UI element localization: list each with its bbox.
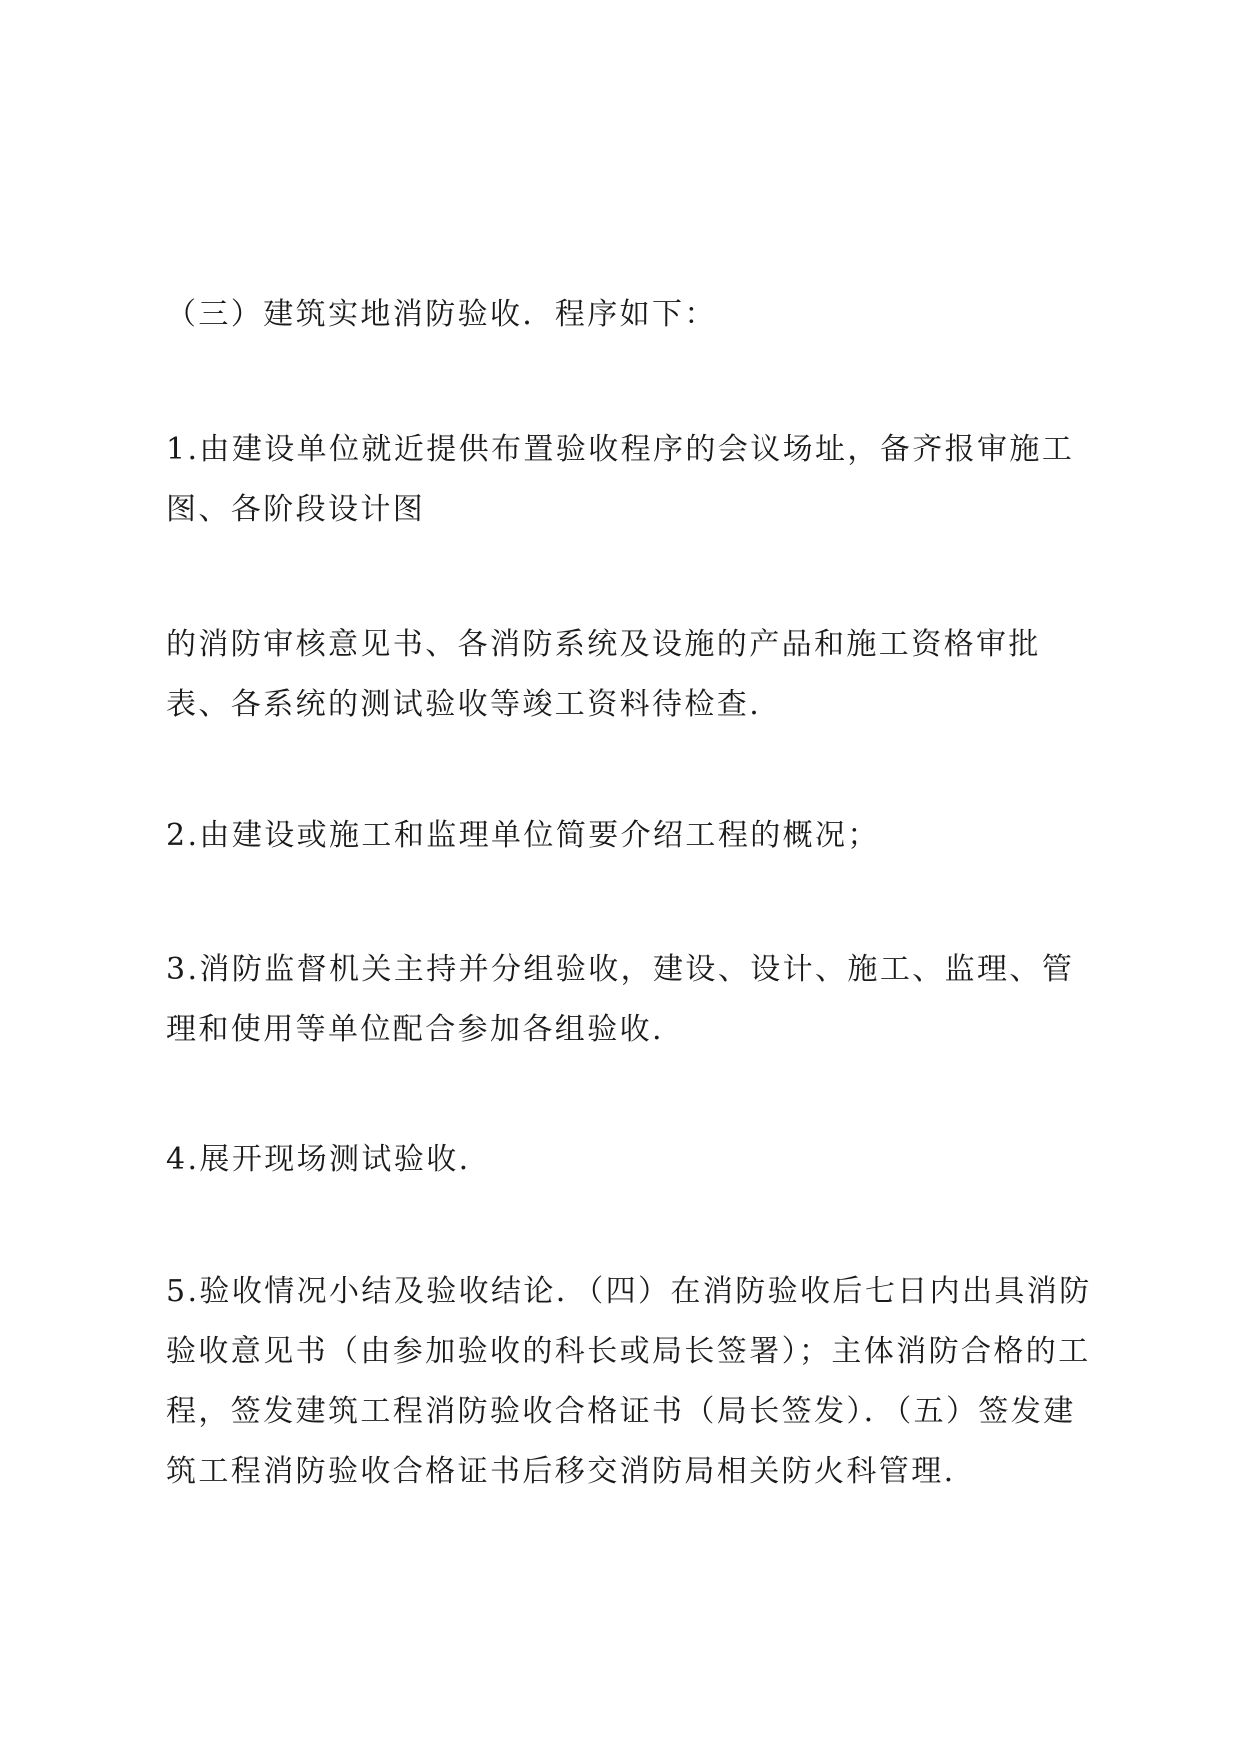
- paragraph-item-2: 2.由建设或施工和监理单位简要介绍工程的概况；: [166, 818, 880, 853]
- paragraph-item-1-continued: 的消防审核意见书、各消防系统及设施的产品和施工资格审批表、各系统的测试验收等竣工资料待检查.: [166, 627, 1041, 722]
- paragraph-item-5: 5.验收情况小结及验收结论．（四）在消防验收后七日内出具消防验收意见书（由参加验收的科长或局长签署）；主体消防合格的工程，签发建筑工程消防验收合格证书（局长签发）．（五）签发建筑工程消防验收合格证书后移交消防局相关防火科管理.: [166, 1274, 1092, 1489]
- paragraph-item-3: 3.消防监督机关主持并分组验收，建设、设计、施工、监理、管理和使用等单位配合参加各组验收.: [166, 952, 1075, 1047]
- section-heading: （三）建筑实地消防验收．程序如下：: [166, 297, 717, 332]
- paragraph-item-4: 4.展开现场测试验收.: [166, 1142, 471, 1177]
- paragraph-item-1: 1.由建设单位就近提供布置验收程序的会议场址，备齐报审施工图、各阶段设计图: [166, 432, 1075, 527]
